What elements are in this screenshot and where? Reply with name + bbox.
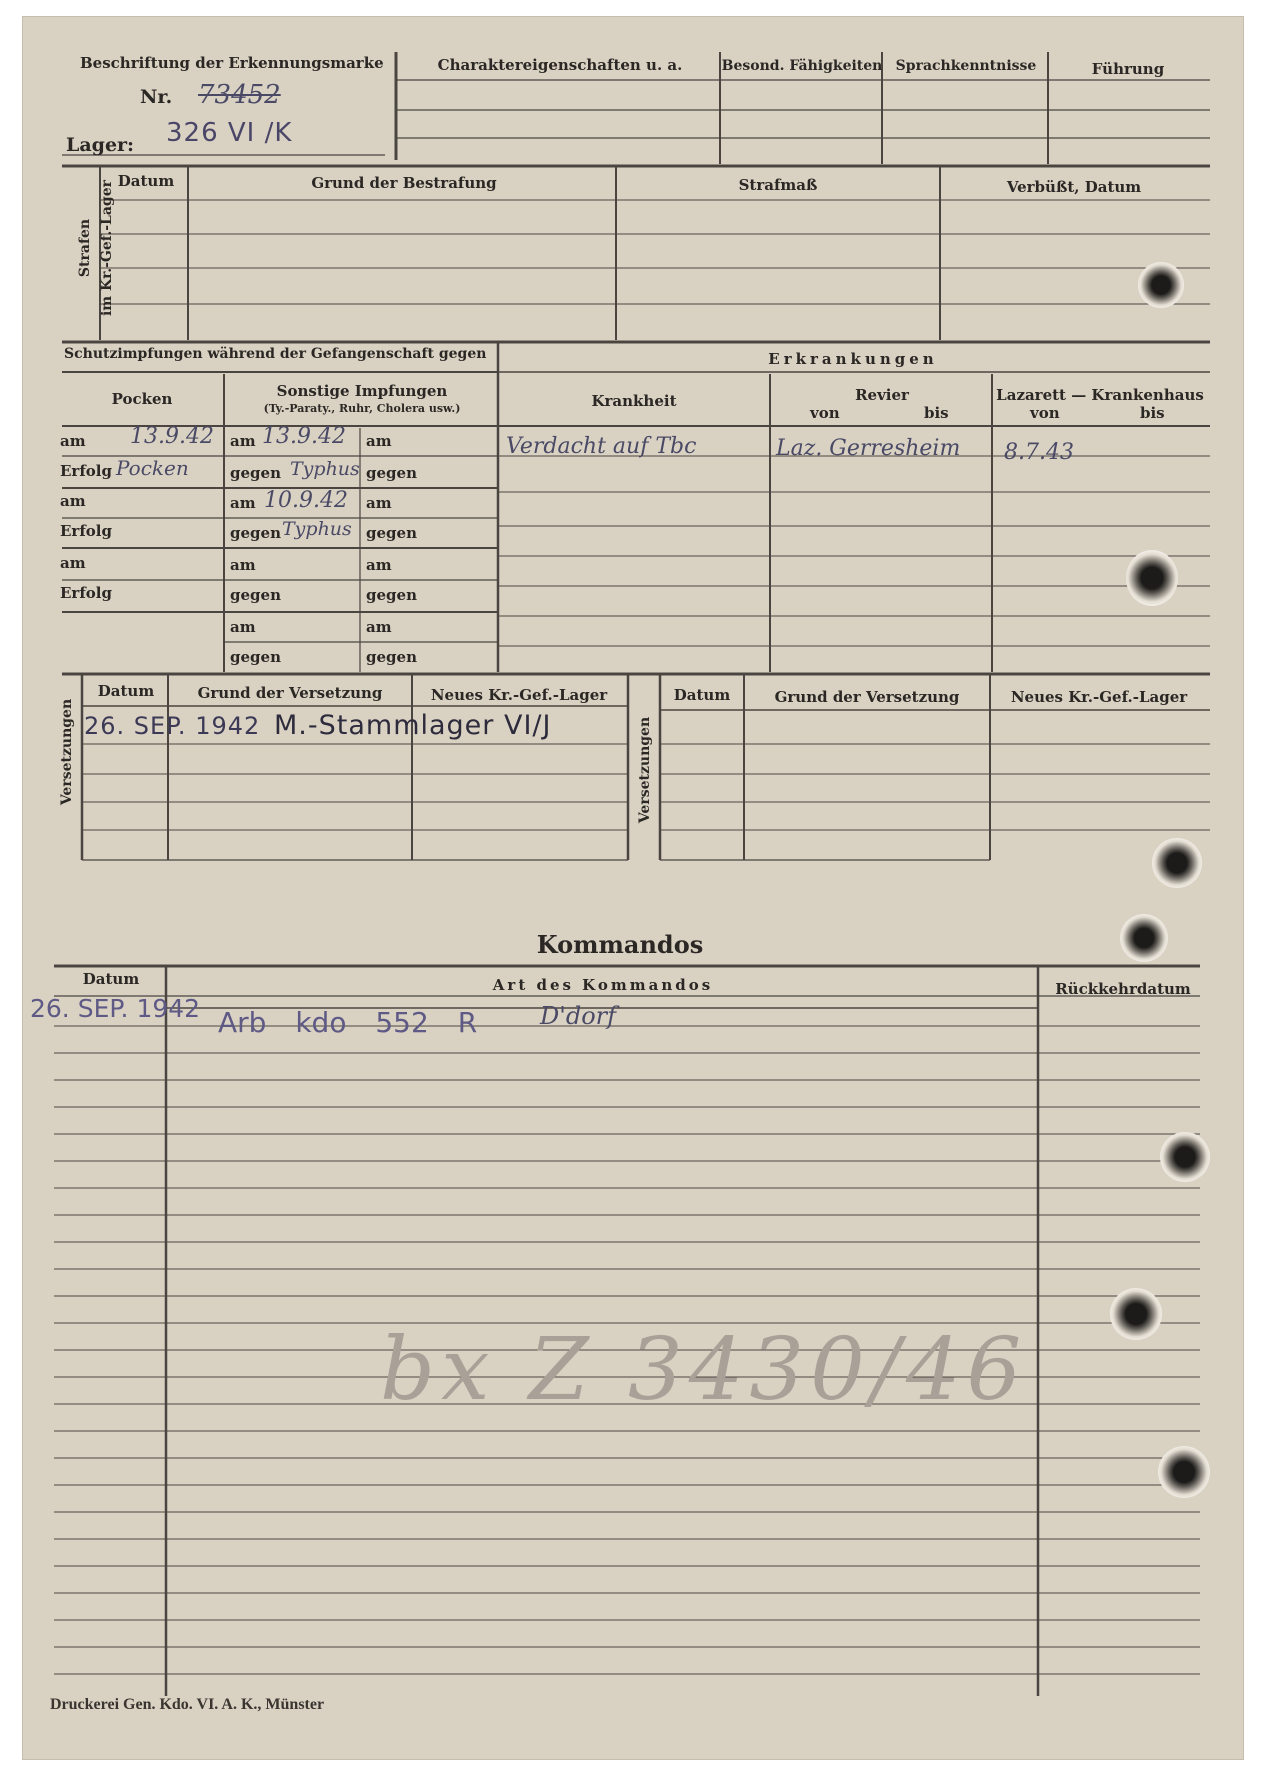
impf-mid-label: gegen [230, 464, 281, 482]
impf-mid-label: gegen [230, 648, 281, 666]
strafen-side-label-1: Strafen [77, 218, 93, 278]
kommando-art-entry: Arb kdo 552 R [218, 1006, 478, 1039]
versetzung-col-datum-right: Datum [673, 686, 731, 704]
impf-mid-label: am [230, 432, 256, 450]
kommando-date-entry: 26. SEP. 1942 [30, 994, 201, 1023]
punch-hole [1110, 1288, 1162, 1340]
impf-right-label: gegen [366, 464, 417, 482]
kommandos-heading: Kommandos [536, 930, 704, 959]
lazarett-von-entry: 8.7.43 [1004, 440, 1074, 465]
impf-left-label: am [60, 554, 86, 572]
strafen-col-datum: Datum [117, 172, 175, 190]
sonst-am-1-entry: 13.9.42 [262, 424, 346, 449]
impf-mid-label: gegen [230, 524, 281, 542]
impf-left-label: Erfolg [60, 522, 112, 540]
revier-entry: Laz. Gerresheim [776, 436, 961, 461]
kommando-place-entry: D'dorf [540, 1002, 617, 1030]
header-charakter: Charaktereigenschaften u. a. [437, 56, 683, 74]
erkennungsmarke-heading: Beschriftung der Erkennungsmarke [80, 54, 384, 72]
pocken-header: Pocken [111, 390, 173, 408]
punch-hole [1120, 914, 1168, 962]
impf-mid-label: gegen [230, 586, 281, 604]
impf-mid-label: am [230, 494, 256, 512]
impf-right-label: am [366, 618, 392, 636]
sonst-gegen-1-entry: Typhus [290, 458, 360, 480]
lazarett-header: Lazarett — Krankenhaus [996, 386, 1204, 404]
printer-footer: Druckerei Gen. Kdo. VI. A. K., Münster [50, 1696, 325, 1713]
revier-von: von [810, 404, 840, 422]
revier-header: Revier [855, 386, 909, 404]
strafen-col-strafmass: Strafmaß [738, 176, 818, 194]
strafen-side-label-2: im Kr.-Gef.-Lager [99, 180, 115, 317]
kommandos-col-datum: Datum [82, 970, 140, 988]
revier-bis: bis [924, 404, 949, 422]
impf-left-label: Erfolg [60, 584, 112, 602]
pocken-erfolg-entry: Pocken [116, 456, 189, 480]
versetzung-col-grund-left: Grund der Versetzung [197, 684, 383, 702]
versetzungen-side-label-right: Versetzungen [637, 716, 653, 824]
impf-mid-label: am [230, 618, 256, 636]
nr-label: Nr. [140, 86, 173, 108]
nr-value: 73452 [198, 80, 281, 110]
sonst-am-2-entry: 10.9.42 [264, 488, 348, 513]
versetzung-col-lager-right: Neues Kr.-Gef.-Lager [1010, 688, 1188, 706]
punch-hole [1160, 1132, 1210, 1182]
kommandos-col-art: Art des Kommandos [492, 976, 714, 994]
sonst-gegen-2-entry: Typhus [282, 518, 352, 540]
versetzung-lager-entry: M.-Stammlager VI/J [274, 710, 552, 741]
header-faehigkeiten: Besond. Fähigkeiten [721, 58, 883, 74]
lager-label: Lager: [66, 134, 135, 156]
strafen-col-grund: Grund der Bestrafung [311, 174, 497, 192]
lager-value: 326 VI /K [166, 118, 293, 148]
erkrankungen-heading: Erkrankungen [768, 350, 938, 368]
sonstige-header: Sonstige Impfungen [276, 382, 448, 400]
krankheit-header: Krankheit [591, 392, 677, 410]
impfungen-heading: Schutzimpfungen während der Gefangenschaft gegen [64, 346, 487, 362]
lazarett-von: von [1030, 404, 1060, 422]
impf-mid-label: am [230, 556, 256, 574]
impf-right-label: am [366, 432, 392, 450]
versetzung-col-datum-left: Datum [97, 682, 155, 700]
header-fuehrung: Führung [1091, 60, 1165, 78]
krankheit-entry: Verdacht auf Tbc [506, 434, 697, 459]
versetzungen-side-label-left: Versetzungen [59, 698, 75, 806]
versetzung-date-entry: 26. SEP. 1942 [84, 712, 261, 740]
versetzung-col-lager-left: Neues Kr.-Gef.-Lager [430, 686, 608, 704]
versetzung-col-grund-right: Grund der Versetzung [774, 688, 960, 706]
punch-hole [1126, 550, 1178, 606]
punch-hole [1158, 1446, 1210, 1498]
impf-right-label: gegen [366, 648, 417, 666]
header-sprachen: Sprachkenntnisse [895, 58, 1037, 74]
impf-right-label: gegen [366, 524, 417, 542]
pencil-note: bx Z 3430/46 [380, 1320, 1028, 1420]
punch-hole [1138, 262, 1184, 308]
impf-left-label: am [60, 432, 86, 450]
lazarett-bis: bis [1140, 404, 1165, 422]
strafen-col-verbuesst: Verbüßt, Datum [1006, 178, 1142, 196]
sonstige-sub: (Ty.-Paraty., Ruhr, Cholera usw.) [263, 402, 461, 415]
punch-hole [1152, 838, 1202, 888]
impf-right-label: am [366, 556, 392, 574]
impf-right-label: am [366, 494, 392, 512]
impf-right-label: gegen [366, 586, 417, 604]
impf-left-label: am [60, 492, 86, 510]
pocken-am-entry: 13.9.42 [130, 424, 214, 449]
kommandos-col-rueckkehr: Rückkehrdatum [1055, 980, 1191, 998]
impf-left-label: Erfolg [60, 462, 112, 480]
